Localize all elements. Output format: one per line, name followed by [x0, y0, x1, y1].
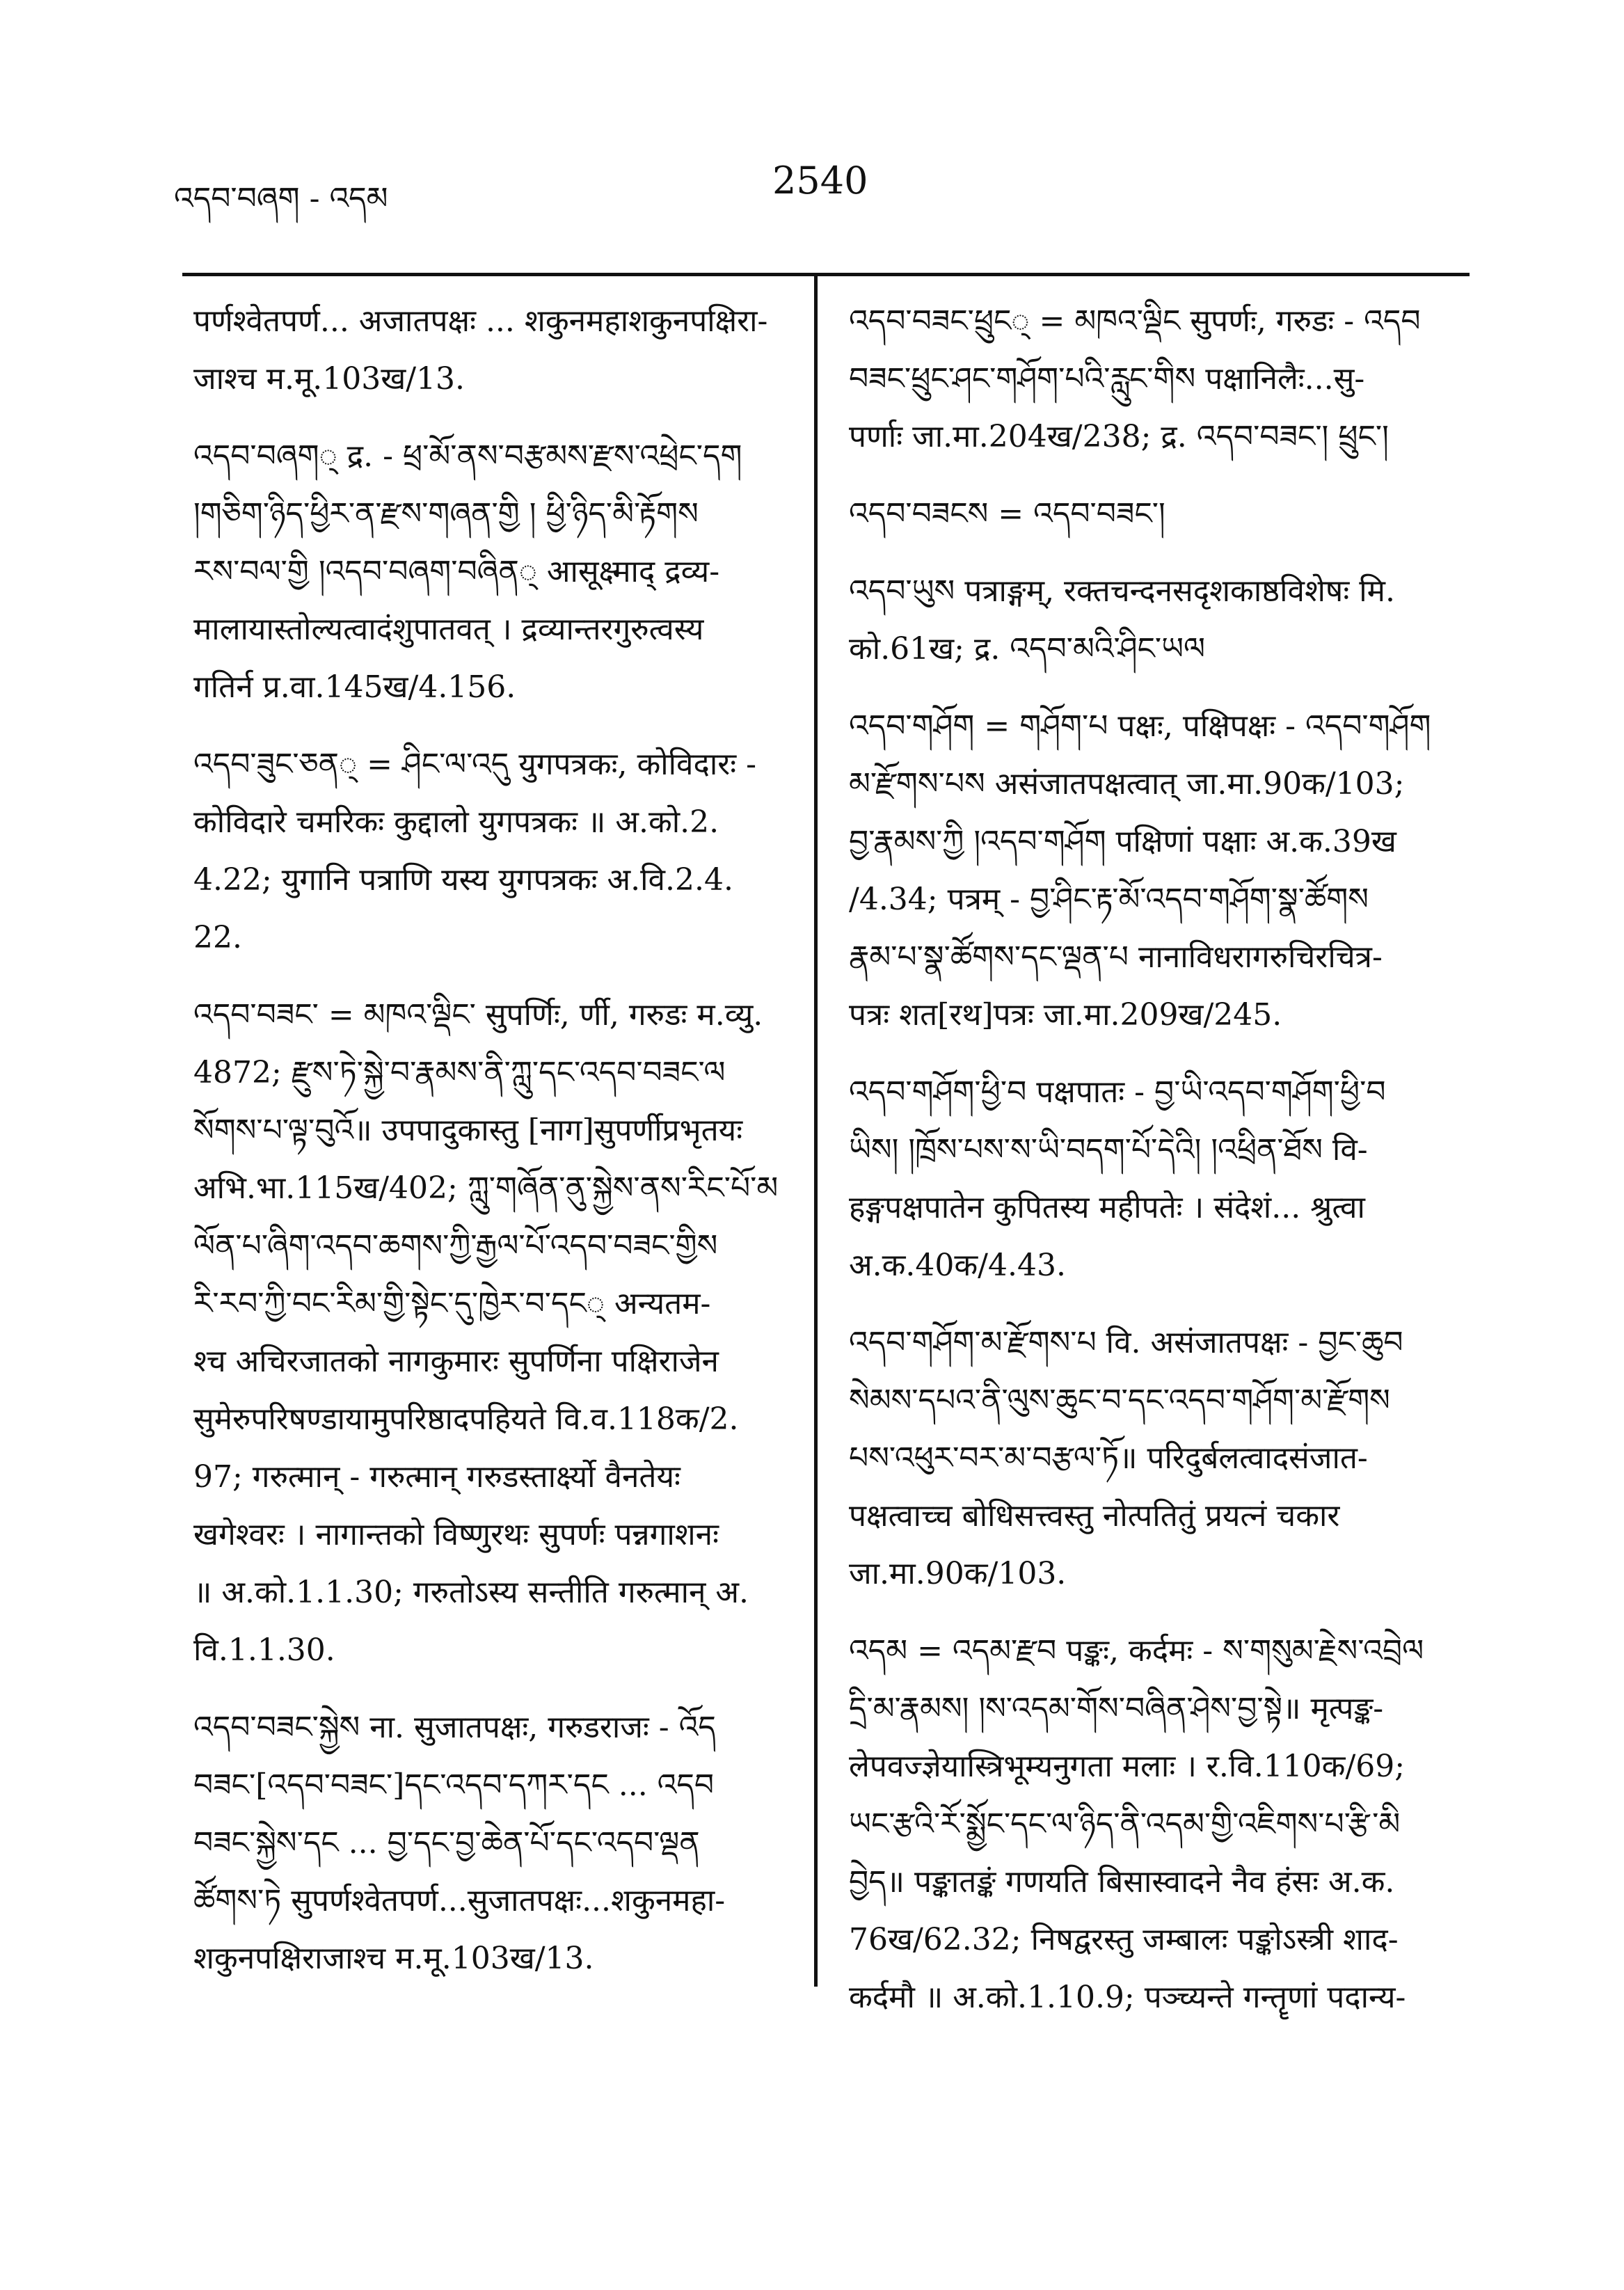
- dictionary-entry: [849, 292, 1475, 466]
- column-divider: [814, 275, 818, 1987]
- entry-text: འདབ་ཡུས पत्राङ्गम्, रक्तचन्दनसदृशकाष्ठविशेषः मि. को.61ख; द्र. འདབ་མའི་ཤིང་ཡལ: [849, 573, 1395, 667]
- entry-text: འདབ་བཟངས = འདབ་བཟང་།: [849, 496, 1165, 532]
- entry-text: पर्णश्वेतपर्ण... अजातपक्षः ... शकुनमहाशकुनपक्षिरा- जाश्च म.मू.103ख/13.: [193, 303, 768, 397]
- dictionary-entry: [849, 562, 1475, 678]
- entry-text: འདབ་བཟང་ཕྲུང् = མཁའ་ལྡིང सुपर्णः, गरुडः - འདབ བཟང་ཕྲུང་ཤང་གཤོག་པའི་རླུང་གིས पक्षानिलैः...सु- पर्णाः जा.मा.204ख/238; द्र. འདབ་བཟང་། ཕྲུང་།: [849, 303, 1421, 454]
- page-number: 2540: [772, 159, 868, 202]
- entry-text: འདབ་གཤོག་མ་རྫོགས་པ वि. असंजातपक्षः - བྱང་ཆུབ སེམས་དཔའ་ནི་ལུས་ཆུང་བ་དང་འདབ་གཤོག་མ་རྫོགས པས་འཕུར་བར་མ་བརྩལ་ཏོ॥ परिदुर्बलत्वादसंजात- पक्षत्वाच्च बोधिसत्त्वस्तु नोत्पतितुं प्रयत्नं चकार जा.मा.90क/103.: [849, 1325, 1403, 1591]
- right-column: [849, 292, 1475, 2046]
- dictionary-entry: [849, 1314, 1475, 1603]
- header-rule: [182, 273, 1470, 276]
- dictionary-entry: [193, 1699, 806, 1987]
- entry-text: འདབ་ཟུང་ཅན् = ཤིང་ལ་འདུ युगपत्रकः, कोविदारः - कोविदारे चमरिकः कुद्दालो युगपत्रकः ॥ अ.को.2. 4.22; युगानि पत्राणि यस्य युगपत्रकः अ.वि.2.4. 22.: [193, 747, 756, 955]
- entry-text: འདམ = འདམ་རྫབ पङ्कः, कर्दमः - ས་གསུམ་རྗེས་འབྲེལ དྲི་མ་རྣམས། །ས་འདམ་གོས་བཞིན་ཤེས་བྱ་སྟེ॥ मृत्पङ्क- लेपवज्ज्ञेयास्त्रिभूम्यनुगता मलाः । र.वि.110क/69; ཡང་རྩའི་རོ་སྨྱོང་དང་ལ་ཉིད་ནི་འདམ་གྱི་འཇིགས་པ་རྩི་མི བྱེད॥ पङ्कातङ्कं गणयति बिसास्वादने नैव हंसः अ.क. 76ख/62.32; निषद्वरस्तु जम्बालः पङ्कोऽस्त्री शाद- कर्दमौ ॥ अ.को.1.10.9; पञ्च्यन्ते गन्तॄणां पदान्य-: [849, 1633, 1424, 2015]
- dictionary-entry: [193, 292, 806, 408]
- entry-text: འདབ་བཟང་སྐྱེས ना. सुजातपक्षः, गरुडराजः - འོད བཟང་[འདབ་བཟང་]དང་འདབ་དཀར་དང ... འདབ བཟང་སྐྱེས་དང ... བྱ་དང་བྱ་ཆེན་པོ་དང་འདབ་ལྡན ཚོགས་ཏེ सुपर्णश्वेतपर्ण...सुजातपक्षः...शकुनमहा- शकुनपक्षिराजाश्च म.मू.103ख/13.: [193, 1710, 726, 1976]
- entry-text: འདབ་གཤོག་ཕྱི་བ पक्षपातः - བྱ་ཡི་འདབ་གཤོག་ཕྱི་བ ཡིས། །ཁྲོས་པས་ས་ཡི་བདག་པོ་དེའི། །འཕྲིན་ཐོས वि- हङ्गपक्षपातेन कुपितस्य महीपतेः । संदेशं... श्रुत्वा अ.क.40क/4.43.: [849, 1074, 1386, 1283]
- dictionary-entry: [849, 1063, 1475, 1294]
- entry-text: འདབ་གཤོག = གཤོག་པ पक्षः, पक्षिपक्षः - འདབ་གཤོག མ་རྫོགས་པས असंजातपक्षत्वात् जा.मा.90क/103; བྱ་རྣམས་ཀྱི །འདབ་གཤོག पक्षिणां पक्षाः अ.क.39ख /4.34; पत्रम् - བྱ་ཤིང་རྟ་མོ་འདབ་གཤོག་སྣ་ཚོགས རྣམ་པ་སྣ་ཚོགས་དང་ལྡན་པ नानाविधरागरुचिरचित्र- पत्रः शत[रथ]पत्रः जा.मा.209ख/245.: [849, 708, 1431, 1033]
- dictionary-entry: [849, 485, 1475, 543]
- left-column: [193, 292, 806, 2007]
- dictionary-entry: [849, 697, 1475, 1044]
- entry-text: འདབ་བཞག् द्र. - ཕྲ་མོ་ནས་བརྩམས་རྫས་འཕྲེང་དག །གཅིག་ཉིད་ཕྱིར་ན་རྫས་གཞན་གྱི ། ཕྱི་ཉིད་མི་རྟོགས རས་བལ་གྱི །འདབ་བཞག་བཞིན् आसूक्ष्माद् द्रव्य- मालायास्तोल्यत्वादंशुपातवत् । द्रव्यान्तरगुरुत्वस्य गतिर्न प्र.वा.145ख/4.156.: [193, 438, 742, 705]
- dictionary-entry: [193, 427, 806, 716]
- dictionary-entry: [849, 1622, 1475, 2026]
- dictionary-entry: [193, 986, 806, 1679]
- running-header: འདབ་བཞག - འདམ: [174, 181, 388, 216]
- entry-text: འདབ་བཟང་ = མཁའ་ལྡིང་ सुपर्णिः, र्णी, गरुडः म.व्यु. 4872; རྫུས་ཏེ་སྐྱེ་བ་རྣམས་ནི་ཀླུ་དང་འདབ་བཟང་ལ སོགས་པ་ལྟ་བུའོ॥ उपपादुकास्तु [नाग]सुपर्णीप्रभृतयः अभि.भा.115ख/402; ཀླུ་གཞོན་ནུ་སྐྱེས་ནས་རིང་པོ་མ ལོན་པ་ཞིག་འདབ་ཆགས་ཀྱི་རྒྱལ་པོ་འདབ་བཟང་གྱིས རི་རབ་ཀྱི་བང་རིམ་གྱི་སྟེང་དུ་ཁྱེར་བ་དང् अन्यतम- श्च अचिरजातको नागकुमारः सुपर्णिना पक्षिराजेन सुमेरुपरिषण्डायामुपरिष्ठादपहियते वि.व.118क/2. 97; गरुत्मान् - गरुत्मान् गरुडस्तार्क्ष्यो वैनतेयः खगेश्वरः । नागान्तको विष्णुरथः सुपर्णः पन्नगाशनः ॥ अ.को.1.1.30; गरुतोऽस्य सन्तीति गरुत्मान् अ. वि.1.1.30.: [193, 997, 779, 1668]
- dictionary-entry: [193, 735, 806, 967]
